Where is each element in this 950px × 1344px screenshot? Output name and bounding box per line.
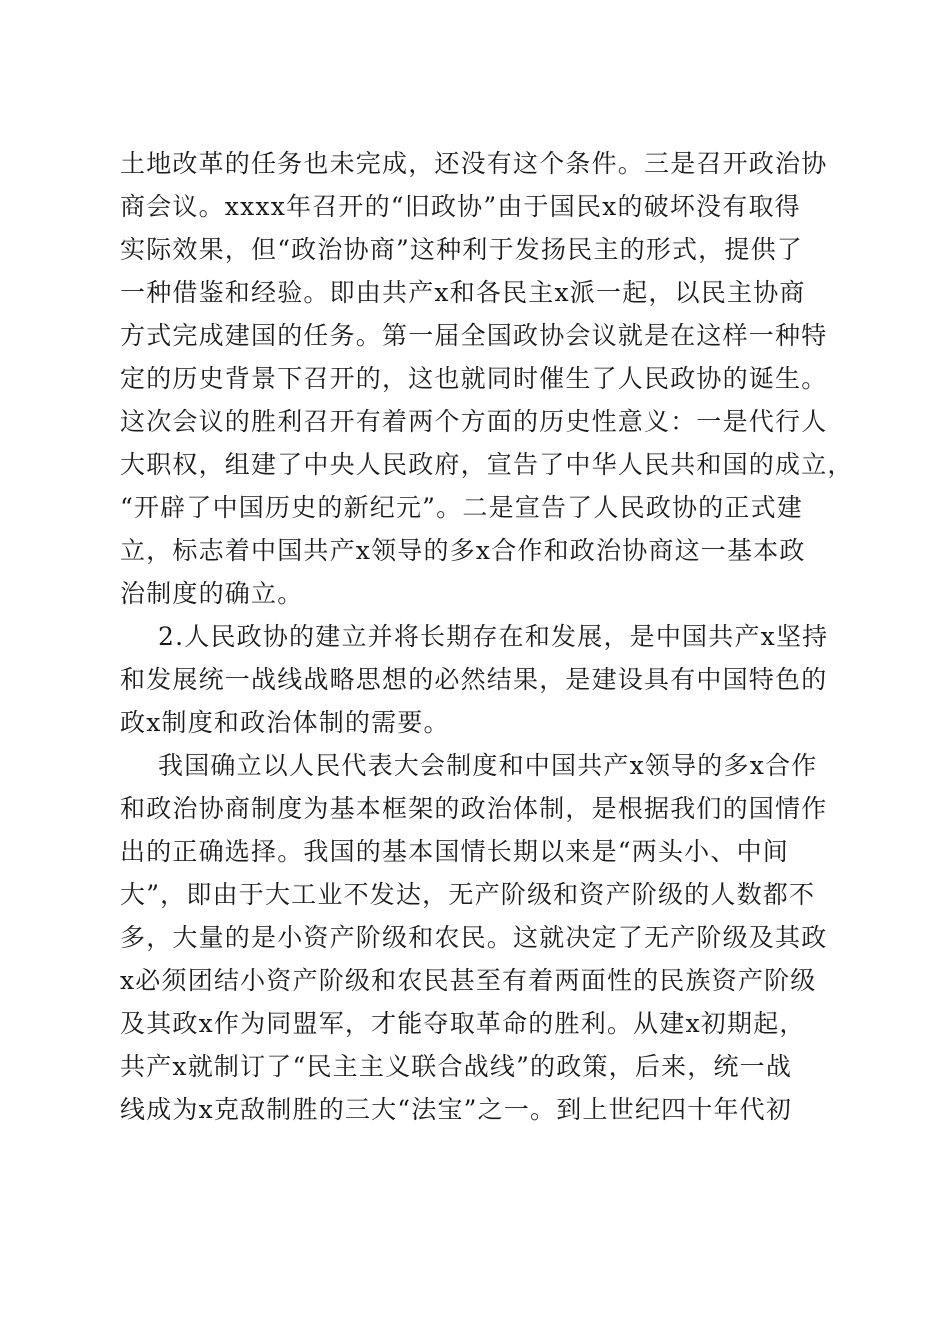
text-line: 定的历史背景下召开的，这也就同时催生了人民政协的诞生。 <box>120 364 828 393</box>
text-line: 这次会议的胜利召开有着两个方面的历史性意义：一是代行人 <box>120 407 828 436</box>
text-line: 线成为x克敌制胜的三大“法宝”之一。到上世纪四十年代初 <box>120 1095 793 1124</box>
text-line: 大职权，组建了中央人民政府，宣告了中华人民共和国的成立， <box>120 450 854 479</box>
text-line: 实际效果，但“政治协商”这种利于发扬民主的形式，提供了 <box>120 235 803 264</box>
text-line: 政x制度和政治体制的需要。 <box>120 708 450 737</box>
text-line: 大”，即由于大工业不发达，无产阶级和资产阶级的人数都不 <box>120 880 816 909</box>
text-line: x必须团结小资产阶级和农民甚至有着两面性的民族资产阶级 <box>120 966 817 995</box>
text-line: 和发展统一战线战略思想的必然结果，是建设具有中国特色的 <box>120 665 828 694</box>
text-line: “开辟了中国历史的新纪元”。二是宣告了人民政协的正式建 <box>120 493 803 522</box>
text-line: 治制度的确立。 <box>120 579 304 608</box>
text-line: 共产x就制订了“民主主义联合战线”的政策，后来，统一战 <box>120 1052 793 1081</box>
text-line: 方式完成建国的任务。第一届全国政协会议就是在这样一种特 <box>120 321 828 350</box>
text-line: 出的正确选择。我国的基本国情长期以来是“两头小、中间 <box>120 837 789 866</box>
paragraph-first-line: 我国确立以人民代表大会制度和中国共产x领导的多x合作 <box>158 751 818 780</box>
text-line: 立，标志着中国共产x领导的多x合作和政治协商这一基本政 <box>120 536 806 565</box>
text-line: 及其政x作为同盟军，才能夺取革命的胜利。从建x初期起， <box>120 1009 806 1038</box>
text-line: 和政治协商制度为基本框架的政治体制，是根据我们的国情作 <box>120 794 828 823</box>
text-line: 商会议。xxxx年召开的“旧政协”由于国民x的破坏没有取得 <box>120 192 801 221</box>
text-line: 土地改革的任务也未完成，还没有这个条件。三是召开政治协 <box>120 149 828 178</box>
text-line: 一种借鉴和经验。即由共产x和各民主x派一起，以民主协商 <box>120 278 806 307</box>
document-body <box>120 142 854 1131</box>
paragraph-heading-line: 2.人民政协的建立并将长期存在和发展，是中国共产x坚持 <box>158 622 829 651</box>
text-line: 多，大量的是小资产阶级和农民。这就决定了无产阶级及其政 <box>120 923 828 952</box>
